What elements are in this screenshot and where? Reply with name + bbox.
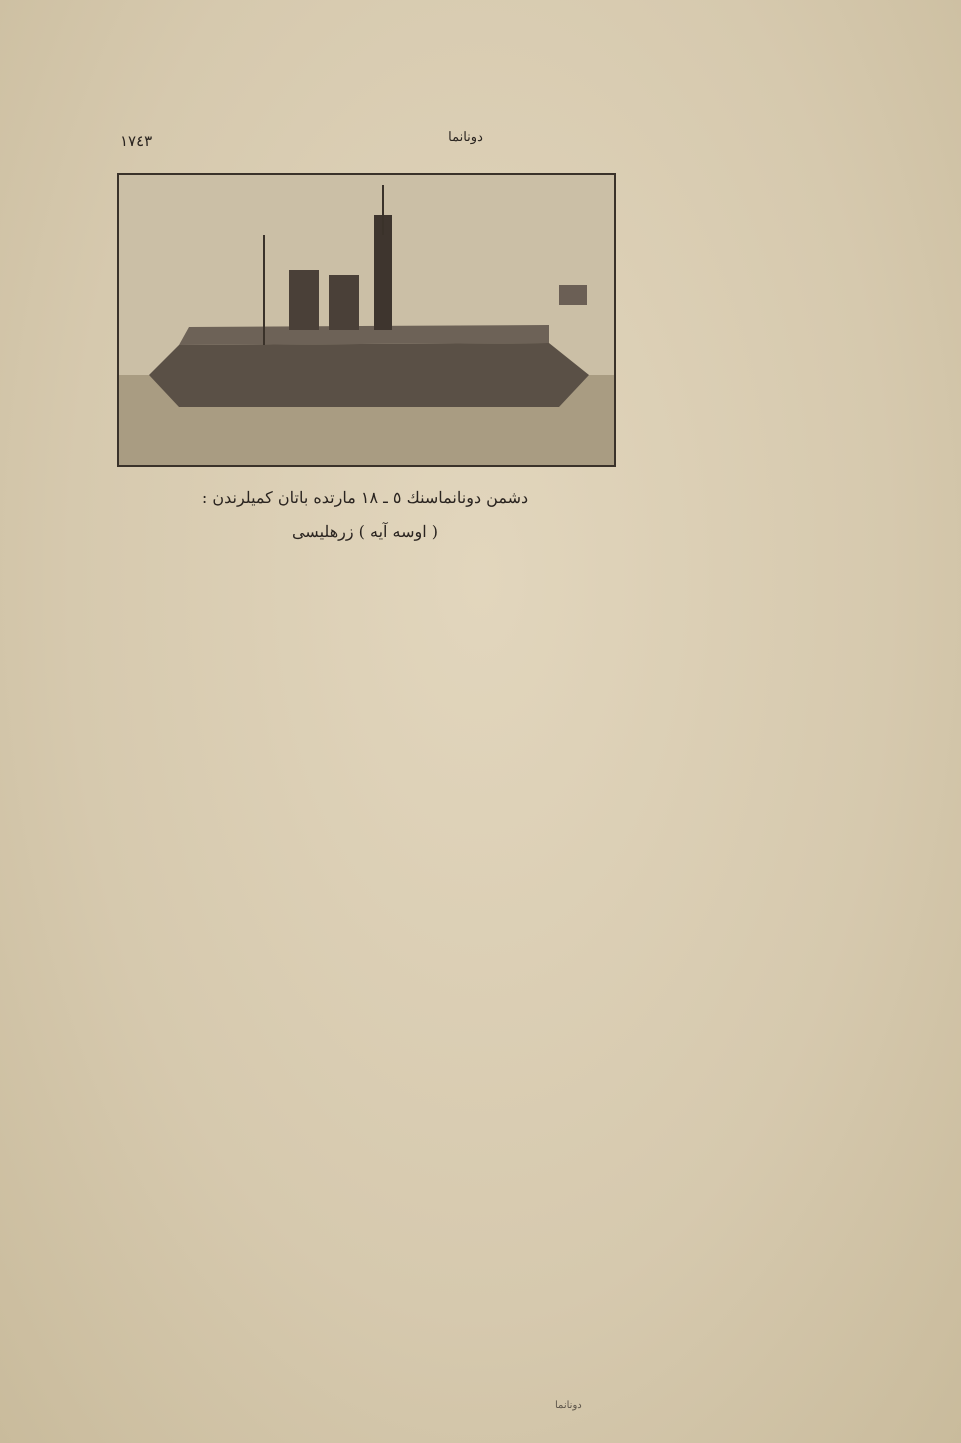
battleship-illustration (119, 175, 614, 465)
page-header (120, 128, 811, 158)
figure-subcaption: ( اوسه آيه ) زرهليسى (291, 522, 439, 541)
footer-mark: دونانما (555, 1400, 582, 1411)
battleship-photo (117, 173, 616, 467)
running-title: دونانما (448, 130, 483, 145)
figure-caption: دشمن دونانماسنك ٥ ـ ١٨ مارتده باتان كميلرندن : (201, 488, 529, 507)
page-number: ١٧٤٣ (120, 132, 153, 150)
